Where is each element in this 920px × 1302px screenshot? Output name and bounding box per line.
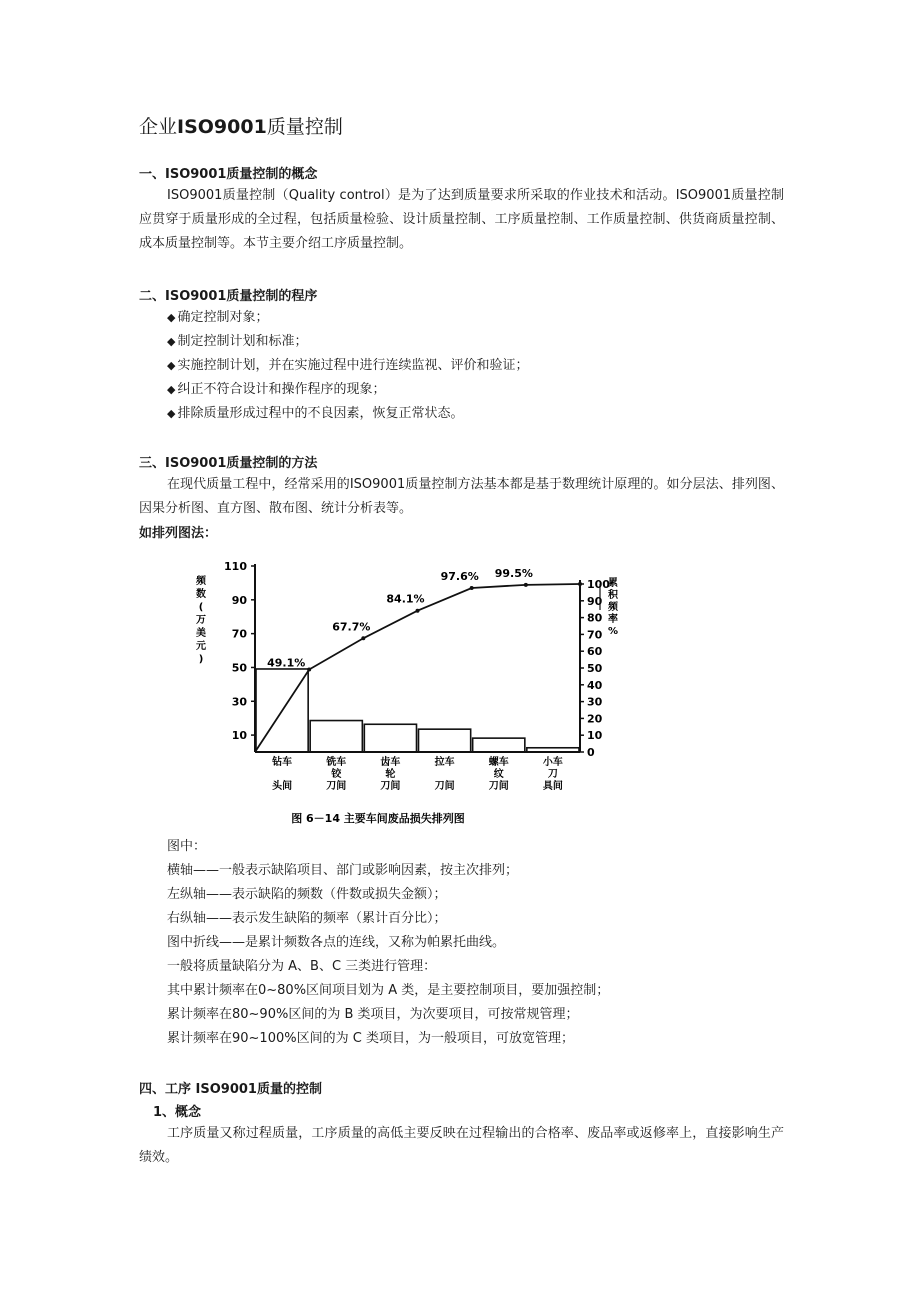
left-axis-label-char: 美 (196, 628, 206, 639)
note-line: 一般将质量缺陷分为 A、B、C 三类进行管理： (167, 959, 437, 974)
section-1-heading: 一、ISO9001质量控制的概念 (139, 167, 318, 182)
cumulative-label: 49.1% (267, 656, 306, 670)
left-tick-label: 70 (231, 627, 247, 641)
left-tick-label: 30 (231, 695, 247, 709)
category-label: 刀间 (488, 781, 509, 792)
cumulative-point (524, 583, 528, 587)
section-2-heading: 二、ISO9001质量控制的程序 (139, 289, 318, 304)
pareto-chart (180, 556, 620, 831)
cumulative-point (578, 582, 582, 586)
left-tick-label: 90 (231, 593, 247, 607)
category-label: 小车 (542, 757, 563, 768)
category-label: 轮 (385, 769, 396, 780)
pareto-bar (364, 724, 416, 752)
note-line: 横轴——一般表示缺陷项目、部门或影响因素，按主次排列； (167, 863, 519, 878)
category-label: 拉车 (434, 757, 455, 768)
section-3-paragraph: 在现代质量工程中，经常采用的ISO9001质量控制方法基本都是基于数理统计原理的。如分层法、排列图、因果分析图、直方图、散布图、统计分析表等。 (139, 477, 784, 516)
left-tick-label: 10 (231, 729, 247, 743)
left-axis-label-char: 万 (196, 615, 206, 626)
diamond-bullet-icon: ◆ (167, 407, 176, 420)
category-label: 头间 (272, 781, 293, 792)
example-label: 如排列图法： (139, 526, 218, 541)
note-line: 累计频率在90~100%区间的为 C 类项目，为一般项目，可放宽管理； (167, 1031, 574, 1046)
category-label: 铣车 (326, 757, 347, 768)
list-item: ◆ 实施控制计划，并在实施过程中进行连续监视、评价和验证； (167, 358, 529, 373)
right-tick-label: 40 (587, 678, 603, 692)
category-label: 刀间 (380, 781, 401, 792)
right-tick-label: 30 (587, 695, 603, 709)
right-tick-label: 50 (587, 662, 603, 675)
left-tick-label: 110 (224, 560, 247, 573)
chart-caption: 图 6－14 主要车间废品损失排列图 (291, 812, 465, 825)
cumulative-label: 97.6% (440, 570, 479, 584)
cumulative-point (470, 586, 474, 590)
pareto-bar (473, 738, 525, 752)
section-4-subheading: 1、概念 (153, 1105, 202, 1120)
right-tick-label: 0 (587, 746, 595, 759)
right-axis-label-char: 频 (608, 602, 618, 613)
right-axis-label-char: 率 (608, 614, 618, 625)
cumulative-point (307, 668, 311, 672)
right-axis-label-char: 积 (608, 590, 618, 601)
list-item: ◆ 制定控制计划和标准； (167, 334, 308, 349)
pareto-bar (310, 721, 362, 752)
list-item: ◆ 排除质量形成过程中的不良因素，恢复正常状态。 (167, 406, 464, 421)
diamond-bullet-icon: ◆ (167, 383, 176, 396)
section-1-paragraph: ISO9001质量控制（Quality control）是为了达到质量要求所采取的作业技术和活动。ISO9001质量控制应贯穿于质量形成的全过程，包括质量检验、设计质量控制、工序质量控制、工作质量控制、供货商质量控制、成本质量控制等。本节主要介绍工序质量控制。 (139, 188, 784, 251)
diamond-bullet-icon: ◆ (167, 311, 176, 324)
cumulative-point (416, 609, 420, 613)
note-line: 累计频率在80~90%区间的为 B 类项目，为次要项目，可按常规管理； (167, 1007, 579, 1022)
right-tick-label: 100 (587, 578, 610, 591)
section-4-heading: 四、工序 ISO9001质量的控制 (139, 1082, 322, 1097)
section-3-heading: 三、ISO9001质量控制的方法 (139, 456, 318, 471)
right-axis-label-char: 累 (608, 578, 618, 589)
category-label: 刀间 (326, 781, 347, 792)
left-axis-label-char: ) (198, 654, 204, 665)
category-label: 刀间 (434, 781, 455, 792)
right-tick-label: 70 (587, 628, 603, 642)
page-title: 企业ISO9001质量控制 (139, 116, 343, 138)
left-axis-label-char: 数 (196, 589, 206, 600)
category-label: 铰 (331, 769, 342, 780)
cumulative-point (361, 636, 365, 640)
left-tick-label: 50 (231, 661, 247, 675)
category-label: 钻车 (272, 757, 293, 768)
cumulative-label: 67.7% (332, 620, 371, 634)
section-4-paragraph: 工序质量又称过程质量，工序质量的高低主要反映在过程输出的合格率、废品率或返修率上，直接影响生产绩效。 (139, 1126, 784, 1165)
pareto-bar (527, 748, 579, 752)
note-line: 其中累计频率在0~80%区间项目划为 A 类，是主要控制项目，要加强控制； (167, 983, 610, 998)
category-label: 纹 (493, 769, 504, 780)
right-tick-label: 60 (587, 645, 603, 659)
note-line: 左纵轴——表示缺陷的频数（件数或损失金额）； (167, 887, 447, 902)
right-tick-label: 90 (587, 594, 603, 608)
note-line: 图中折线——是累计频数各点的连线，又称为帕累托曲线。 (167, 935, 506, 950)
left-axis-label-char: 元 (196, 641, 206, 652)
chart-notes (167, 835, 609, 1051)
cumulative-label: 99.5% (494, 566, 533, 580)
procedure-list (167, 306, 528, 426)
diamond-bullet-icon: ◆ (167, 359, 176, 372)
note-line: 右纵轴——表示发生缺陷的频率（累计百分比）； (167, 911, 447, 926)
pareto-bar (419, 729, 471, 752)
diamond-bullet-icon: ◆ (167, 335, 176, 348)
right-tick-label: 10 (587, 729, 603, 743)
right-tick-label: 20 (587, 712, 603, 726)
category-label: 具间 (542, 781, 563, 792)
list-item: ◆ 确定控制对象； (167, 310, 269, 325)
cumulative-label: 84.1% (386, 592, 425, 606)
category-label: 刀 (547, 769, 558, 780)
left-axis-label-char: 频 (196, 576, 206, 587)
list-item: ◆ 纠正不符合设计和操作程序的现象； (167, 382, 386, 397)
category-label: 齿车 (380, 757, 401, 768)
category-label: 螺车 (488, 757, 509, 768)
note-line: 图中： (167, 839, 207, 854)
right-tick-label: 80 (587, 611, 603, 625)
left-axis-label-char: ( (198, 602, 204, 613)
right-axis-label-char: % (607, 626, 619, 637)
